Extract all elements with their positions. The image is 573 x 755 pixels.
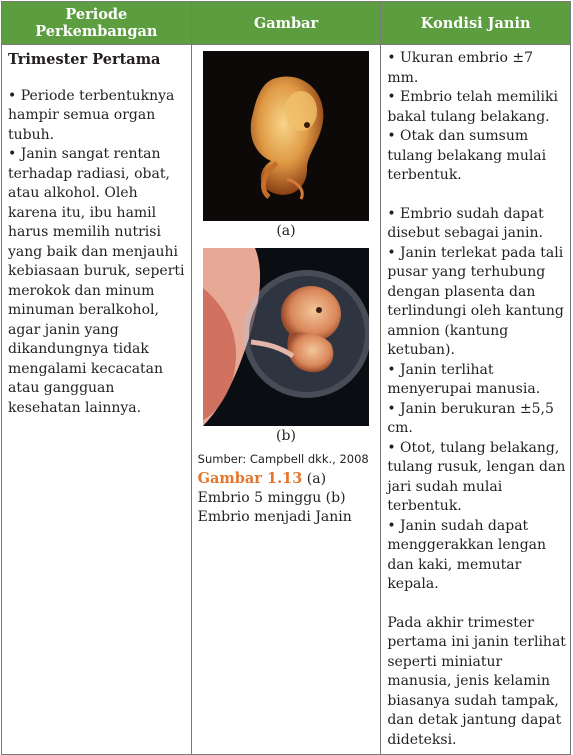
condition-summary: Pada akhir trimester pertama ini janin terlihat seperti miniatur manusia, jenis kelamin biasanya sudah tampak, dan detak jantung dapat dideteksi. — [387, 614, 566, 748]
condition-point: • Janin berukuran ±5,5 cm. — [387, 400, 554, 436]
condition-point: • Janin sudah dapat menggerakkan lengan dan kaki, memutar kepala. — [387, 517, 547, 592]
figure-source: Sumber: Campbell dkk., 2008 — [197, 452, 369, 466]
header-gambar: Gambar — [191, 2, 381, 45]
table-row — [2, 45, 571, 755]
condition-point: • Janin terlihat menyerupai manusia. — [387, 361, 541, 397]
figure-label-a: (a) — [276, 223, 296, 239]
caption-line-2: Embrio 5 minggu (b) — [197, 490, 346, 506]
fetal-development-table — [1, 1, 571, 755]
figure-caption — [195, 451, 378, 527]
condition-cell — [381, 45, 571, 755]
spacer — [387, 595, 566, 614]
spacer — [387, 186, 566, 205]
header-kondisi: Kondisi Janin — [381, 2, 571, 45]
embryo-5-weeks-photo — [203, 51, 369, 221]
caption-line-3: Embrio menjadi Janin — [197, 509, 352, 525]
condition-point: • Ukuran embrio ±7 mm. — [387, 50, 534, 86]
condition-point: • Janin terlekat pada tali pusar yang terhubung dengan plasenta dan terlindungi oleh kantung amnion (kantung ketuban). — [387, 244, 564, 358]
period-point: • Janin sangat rentan terhadap radiasi, obat, atau alkohol. Oleh karena itu, ibu hamil harus memilih nutrisi yang baik dan menjauhi kebiasaan buruk, seperti merokok dan minum minuman beralkohol, agar janin yang dikandungnya tidak mengalami kecacatan atau gangguan kesehatan lainnya. — [8, 146, 185, 416]
header-row — [2, 2, 571, 45]
image-cell — [191, 45, 381, 755]
condition-point: • Otak dan sumsum tulang belakang mulai terbentuk. — [387, 128, 547, 183]
condition-point: • Embrio telah memiliki bakal tulang belakang. — [387, 89, 558, 125]
period-point: • Periode terbentuknya hampir semua organ tubuh. — [8, 87, 175, 143]
header-periode: Periode Perkembangan — [2, 2, 192, 45]
caption-part-a: (a) — [302, 471, 327, 487]
condition-point: • Otot, tulang belakang, tulang rusuk, lengan dan jari sudah mulai terbentuk. — [387, 439, 566, 514]
stage-title: Trimester Pertama — [8, 51, 161, 68]
condition-point: • Embrio sudah dapat disebut sebagai janin. — [387, 205, 544, 241]
figure-label-b: (b) — [276, 428, 296, 444]
caption-line-1 — [198, 469, 378, 489]
period-cell — [2, 45, 192, 755]
figure-number: Gambar 1.13 — [197, 470, 303, 487]
fetus-photo — [203, 248, 369, 426]
